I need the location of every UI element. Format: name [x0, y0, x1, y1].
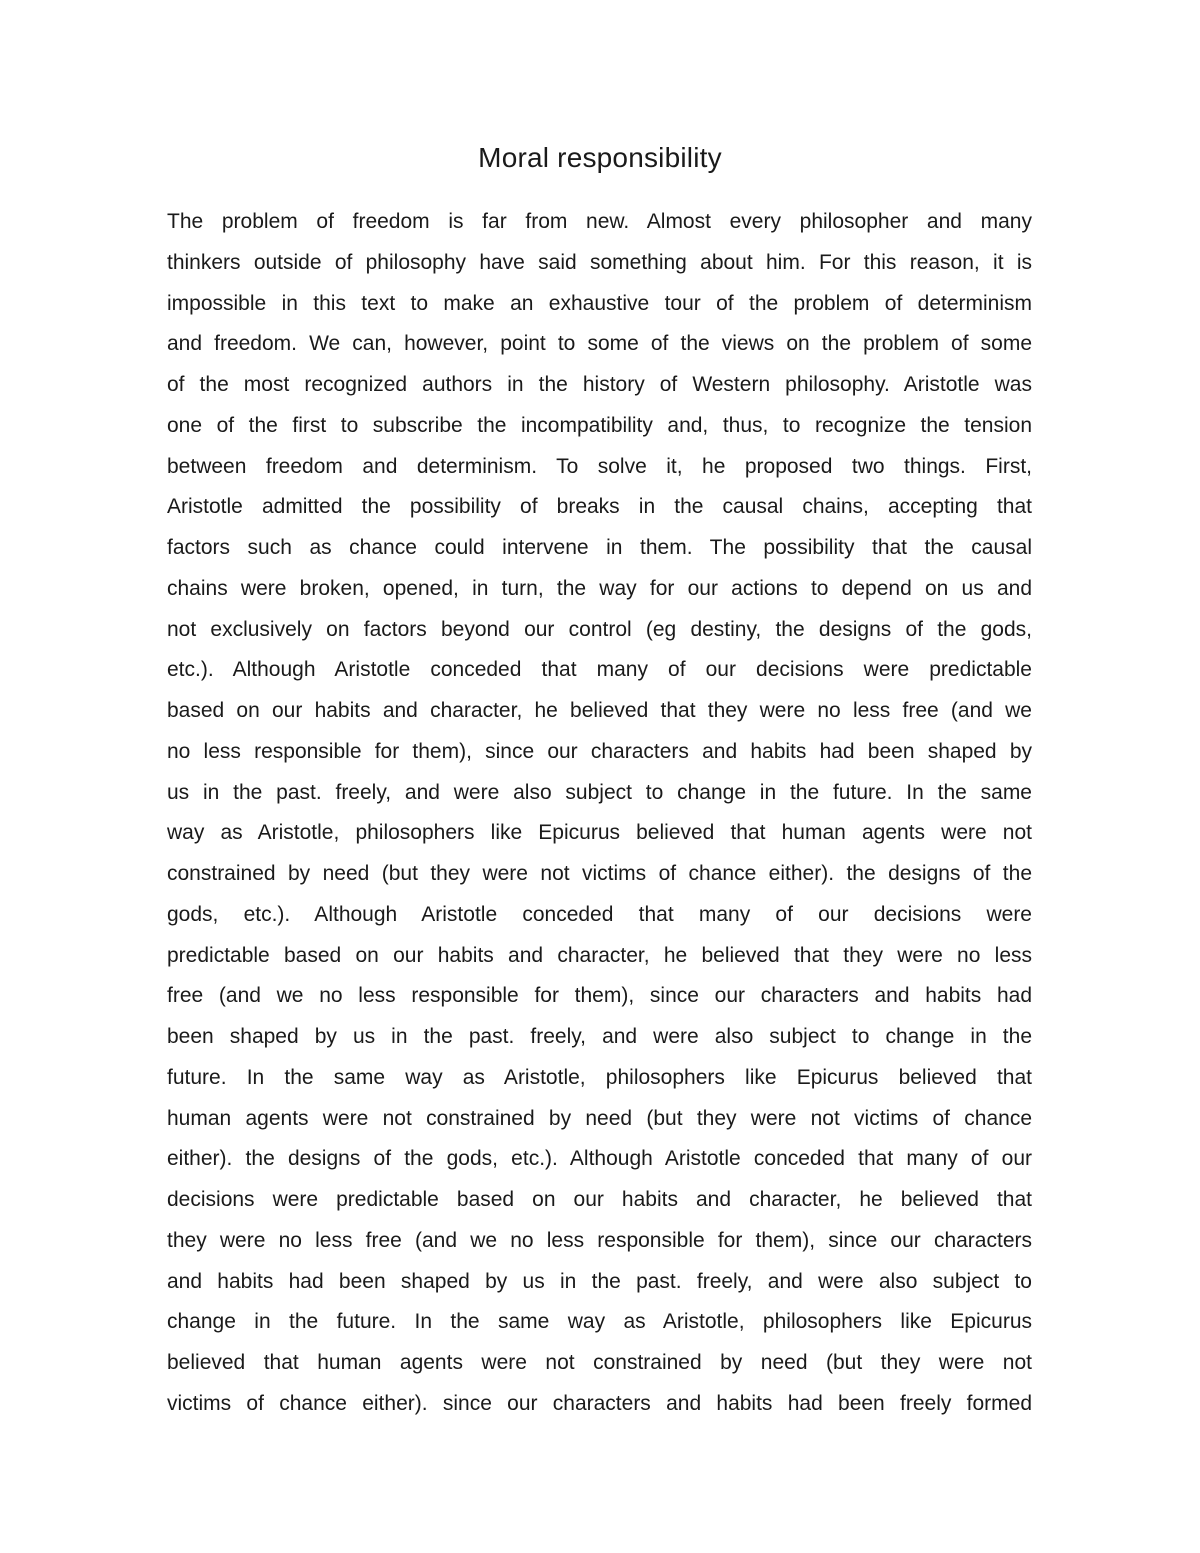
text-line: way as Aristotle, philosophers like Epicurus believed that human agents were not [167, 821, 1032, 845]
text-line: etc.). Although Aristotle conceded that many of our decisions were predictable [167, 658, 1032, 682]
text-line: constrained by need (but they were not victims of chance either). the designs of the [167, 862, 1032, 885]
text-line: of the most recognized authors in the history of Western philosophy. Aristotle was [167, 373, 1032, 396]
text-line: been shaped by us in the past. freely, and were also subject to change in the [167, 1025, 1032, 1048]
text-line: predictable based on our habits and character, he believed that they were no less [167, 943, 1032, 967]
text-line: and habits had been shaped by us in the past. freely, and were also subject to [167, 1269, 1032, 1293]
text-line: one of the first to subscribe the incompatibility and, thus, to recognize the tension [167, 413, 1032, 437]
text-line: chains were broken, opened, in turn, the way for our actions to depend on us and [167, 576, 1032, 600]
text-line: factors such as chance could intervene in them. The possibility that the causal [167, 536, 1032, 559]
text-line: victims of chance either). since our characters and habits had been freely formed [167, 1391, 1032, 1415]
text-line: no less responsible for them), since our characters and habits had been shaped by [167, 739, 1032, 763]
text-line: us in the past. freely, and were also subject to change in the future. In the same [167, 780, 1032, 804]
text-line: impossible in this text to make an exhaustive tour of the problem of determinism [167, 291, 1032, 315]
text-line: change in the future. In the same way as Aristotle, philosophers like Epicurus [167, 1310, 1032, 1334]
text-line: based on our habits and character, he believed that they were no less free (and we [167, 699, 1032, 722]
text-line: gods, etc.). Although Aristotle conceded that many of our decisions were [167, 902, 1032, 926]
text-line: and freedom. We can, however, point to some of the views on the problem of some [167, 332, 1032, 356]
text-line: they were no less free (and we no less responsible for them), since our characters [167, 1228, 1032, 1252]
text-line: not exclusively on factors beyond our control (eg destiny, the designs of the gods, [167, 617, 1032, 641]
text-line: The problem of freedom is far from new. Almost every philosopher and many [167, 210, 1032, 233]
text-line: between freedom and determinism. To solve it, he proposed two things. First, [167, 454, 1032, 478]
body-paragraph [167, 202, 1032, 1425]
text-line: either). the designs of the gods, etc.). Although Aristotle conceded that many of our [167, 1147, 1032, 1171]
text-line: free (and we no less responsible for them), since our characters and habits had [167, 984, 1032, 1008]
text-line: Aristotle admitted the possibility of breaks in the causal chains, accepting that [167, 495, 1032, 519]
text-line: future. In the same way as Aristotle, philosophers like Epicurus believed that [167, 1065, 1032, 1089]
page-title: Moral responsibility [478, 142, 722, 173]
text-line: human agents were not constrained by need (but they were not victims of chance [167, 1106, 1032, 1130]
text-line: decisions were predictable based on our habits and character, he believed that [167, 1188, 1032, 1211]
text-line: thinkers outside of philosophy have said something about him. For this reason, it is [167, 250, 1032, 274]
text-line: believed that human agents were not constrained by need (but they were not [167, 1351, 1032, 1374]
